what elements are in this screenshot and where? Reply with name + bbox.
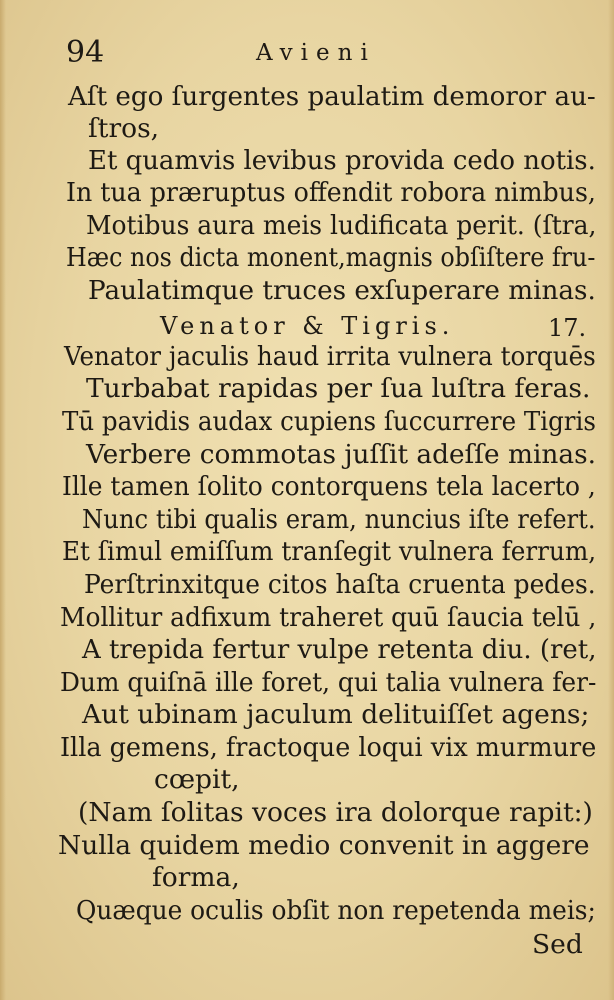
verse-line: forma, [152, 862, 240, 893]
page-edge-shadow-left [0, 0, 6, 1000]
verse-line: Verbere commotas juſſit adeſſe minas. [86, 439, 596, 470]
page-number: 94 [66, 35, 105, 70]
verse-line: Aut ubinam jaculum delituiſſet agens; [82, 699, 590, 730]
verse-line: Paulatimque truces exſuperare minas. [88, 275, 596, 306]
verse-line: Et quamvis levibus provida cedo notis. [88, 145, 596, 176]
verse-line: Hæc nos dicta monent,magnis obſiſtere fru- [66, 242, 596, 273]
fable-number: 17. [548, 314, 587, 342]
verse-line: Dum quiſnā ille foret, qui talia vulnera fer- [60, 667, 597, 698]
verse-line: Motibus aura meis ludificata perit. (ſtra, [86, 210, 597, 241]
verse-line: A trepida fertur vulpe retenta diu. (ret, [82, 634, 597, 665]
verse-line: (Nam ſolitas voces ira dolorque rapit:) [78, 797, 593, 828]
verse-line: Tū pavidis audax cupiens ſuccurrere Tigris [62, 406, 596, 437]
verse-line: Turbabat rapidas per ſua luſtra feras. [86, 373, 591, 404]
verse-line: Perſtrinxitque citos haſta cruenta pedes. [84, 569, 596, 600]
verse-line: Quæque oculis obſit non repetenda meis; [76, 895, 596, 926]
verse-line: Venator jaculis haud irrita vulnera torquēs [64, 341, 596, 372]
page-edge-shadow-right [608, 0, 614, 1000]
verse-line: Ille tamen ſolito contorquens tela lacerto , [62, 471, 596, 502]
verse-line: Mollitur adfixum traheret quū ſaucia telū , [60, 602, 597, 633]
verse-line: In tua præruptus offendit robora nimbus, [66, 177, 596, 208]
verse-line: Illa gemens, fractoque loqui vix murmure [60, 732, 597, 763]
verse-line: Nulla quidem medio convenit in aggere [58, 830, 590, 861]
verse-line: ſtros, [88, 113, 160, 144]
verse-line: Et ſimul emiſſum tranſegit vulnera ferrum, [62, 536, 597, 567]
verse-line: Aſt ego ſurgentes paulatim demoror au- [68, 81, 596, 112]
catchword: Sed [532, 929, 583, 960]
fable-title: Venator & Tigris. [160, 312, 455, 340]
verse-line: Nunc tibi qualis eram, nuncius iſte refert. [82, 504, 596, 535]
verse-line: cœpit, [154, 764, 240, 795]
page-header [0, 34, 614, 74]
running-head: Avieni [256, 40, 376, 66]
